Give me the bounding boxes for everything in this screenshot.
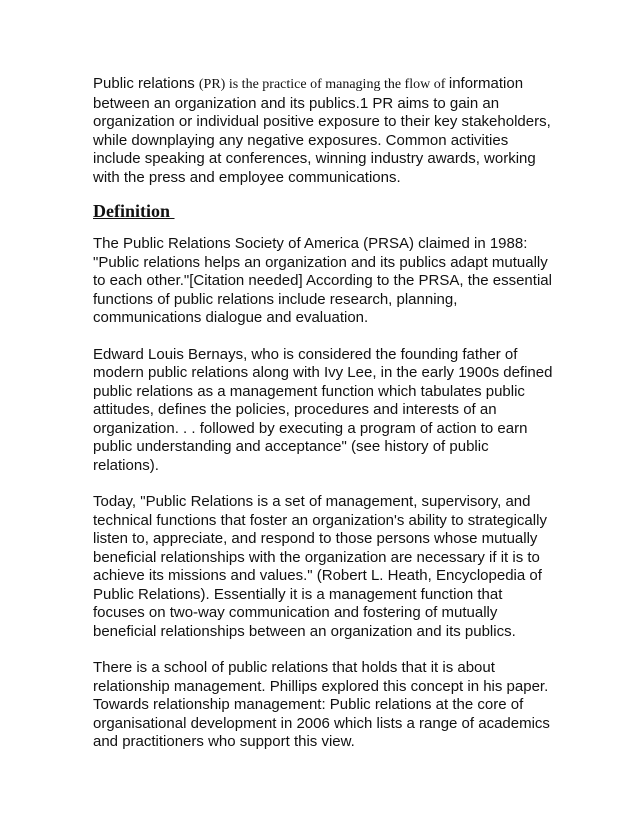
intro-text-part2: (PR) is the practice of managing the flow of (198, 77, 449, 92)
document-body (93, 75, 553, 770)
paragraph-relationship-management: There is a school of public relations that holds that it is about relationship management. Phillips explored this concept in his paper. Towards relationship management: Public relations at the core of organisational development in 2006 which lists a range of academics and practitioners who support this view. (93, 659, 550, 750)
paragraph-bernays: Edward Louis Bernays, who is considered the founding father of modern public relations along with Ivy Lee, in the early 1900s defined public relations as a management function which tabulates public attitudes, defines the policies, procedures and interests of an organization. . . followed by executing a program of action to earn public understanding and acceptance" (see history of public relations). (93, 345, 553, 474)
intro-text-part1: Public relations (93, 75, 199, 92)
paragraph-heath: Today, "Public Relations is a set of management, supervisory, and technical functions that foster an organization's ability to strategically listen to, appreciate, and respond to those persons whose mutually beneficial relationships with the organization are necessary if it is to achieve its missions and values." (Robert L. Heath, Encyclopedia of Public Relations). Essentially it is a management function that focuses on two-way communication and fostering of mutually beneficial relationships between an organization and its publics. (93, 493, 547, 640)
section-heading-definition: Definition (93, 201, 175, 221)
paragraph-prsa: The Public Relations Society of America (PRSA) claimed in 1988: "Public relations helps an organization and its publics adapt mutually to each other."[Citation needed] According to the PRSA, the essential functions of public relations include research, planning, communications dialogue and evaluation. (93, 235, 552, 326)
intro-paragraph (93, 75, 553, 187)
intro-text-part3: information between an organization and its publics.1 PR aims to gain an organization or individual positive exposure to their key stakeholders, while downplaying any negative exposures. Common activities include speaking at conferences, winning industry awards, working with the press and employee communications. (93, 75, 551, 186)
